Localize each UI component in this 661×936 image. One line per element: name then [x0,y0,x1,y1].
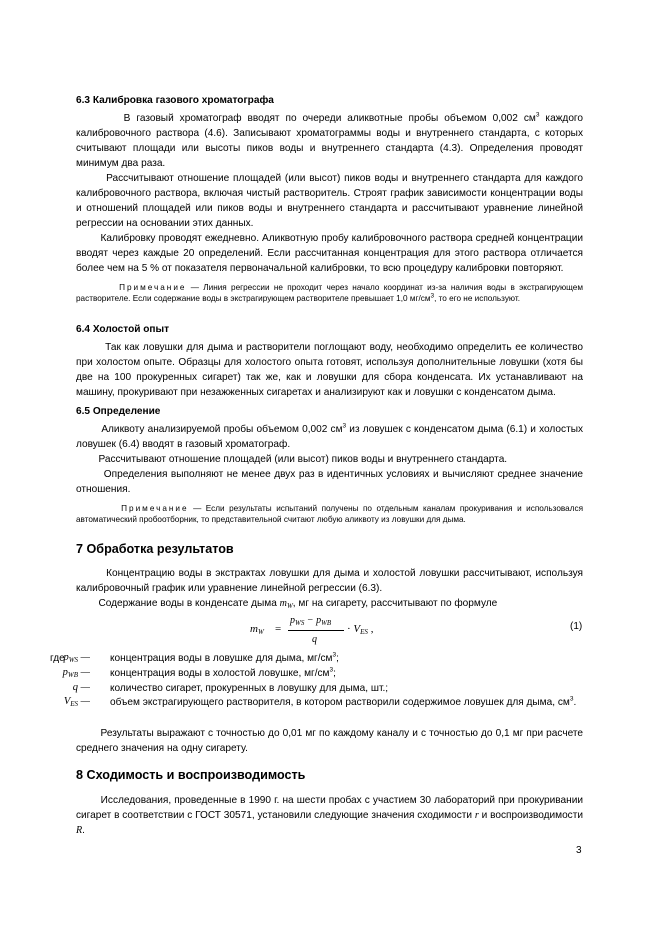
text: Исследования, проведенные в 1990 г. на шести пробах с участием 30 лабораторий при прокуривании сигарет в соответствии с ГОСТ 30571, установили следующие значения сходимости [76,795,584,821]
text: Рассчитывают отношение площадей (или высот) пиков воды и внутреннего стандарта для каждого калибровочного раствора, включая чистый растворитель. Строят график зависимости концентрации воды и отношений площадей или пиков воды и внутреннего стандарта и рассчитывают уравнение линейной регрессии на основании этих данных. [76,173,583,229]
text: Калибровку проводят ежедневно. Аликвотную пробу калибровочного раствора средней концентрации вводят через каждые 20 определений. Если рассчитанная концентрация для этого раствора отличается более чем на 5 % от показателя первоначальной калибровки, то всю процедуру калибровки повторяют. [76,233,583,274]
symbol-ves: $V_{ES}$ — [63,696,90,708]
text: концентрация воды в ловушке для дыма, мг/см [110,653,333,664]
section-heading: 8 Сходимость и воспроизводимость [76,768,306,782]
formula-equals: = [275,623,282,635]
formula-lhs: $m_W$ [250,623,264,636]
text: . [82,825,85,836]
symbol-pws: $p_{WS}$ — [63,652,90,664]
text: , то его не используют. [434,294,521,303]
definition: объем экстрагирующего растворителя, в котором растворили содержимое ловушек для дыма, $см^3$. [110,695,577,708]
fraction-bar [288,630,344,631]
section-6-3 [76,93,583,304]
formula-factor: · $V_{ES}$ , [347,623,374,636]
symbol-q: q — [72,682,90,693]
text: Рассчитывают отношение площадей (или высот) пиков воды и внутреннего стандарта. [98,454,508,465]
text: Аликвоту анализируемой пробы объемом 0,002 см [101,424,343,435]
formula [250,615,390,651]
text: — Линия регрессии не проходит через начало координат из-за наличия воды в экстрагирующем растворителе. Если содержание воды в экстрагирующем растворителе превышает 1,0 мг/см [76,283,583,303]
text: , мг на сигарету, рассчитывают по формуле [292,598,498,609]
paragraph: Аликвоту анализируемой пробы объемом 0,002 $см^3$ из ловушек с конденсатом дыма (6.1) и холостых ловушек (6.4) вводят в газовый хроматограф. [76,422,583,450]
definition: концентрация воды в ловушке для дыма, $мг/см^3$; [110,651,339,664]
symbol-pwb: $p_{WB}$ — [62,667,90,679]
math-symbol: r [474,810,479,821]
page-number: 3 [576,845,582,856]
paragraph [76,452,583,467]
text: Результаты выражают с точностью до 0,01 мг по каждому каналу и с точностью до 0,1 мг при расчете среднего значения на одну сигарету. [76,728,583,754]
section-6-4 [76,322,583,400]
paragraph [76,467,583,497]
text: — Если результаты испытаний получены по отдельным каналам прокуривания и использовался автоматический пробоотборник, то представительной считают любую аликвоту из ловушки для дыма. [76,504,584,524]
text: Концентрацию воды в экстрактах ловушки для дыма и холостой ловушки рассчитывают, используя калибровочный график или уравнение линейной регрессии (6.3). [76,568,583,594]
definition: концентрация воды в холостой ловушке, $мг/см^3$; [110,666,336,679]
text: и воспроизводимости [478,810,583,821]
paragraph [76,231,583,276]
definition: количество сигарет, прокуренных в ловушку для дыма, шт.; [110,683,389,694]
note: Примечание — Линия регрессии не проходит через начало координат из-за наличия воды в экстрагирующем растворителе. Если содержание воды в экстрагирующем растворителе превышает 1,0 $мг/см^3$, то его не используют. [76,283,583,303]
section-heading: 6.4 Холостой опыт [76,324,170,335]
formula-denominator: q [312,634,317,645]
note [76,503,583,525]
paragraph [76,793,583,838]
text: Определения выполняют не менее двух раз в идентичных условиях и вычисляют среднее значение отношения. [76,469,583,495]
math-symbol: R [76,825,83,836]
section-6-5 [76,404,583,525]
formula-numerator: $p_{WS} - p_{WB}$ [290,615,332,627]
math-symbol: $m_W$ [279,598,293,610]
where-label: где [50,653,65,664]
text: концентрация воды в холостой ловушке, мг/см [110,668,330,679]
text: Содержание воды в конденсате дыма [98,598,280,609]
section-7 [76,542,583,614]
text: ; [336,653,339,664]
section-heading: 6.5 Определение [76,406,161,417]
paragraph [76,596,583,614]
text: ; [333,668,336,679]
paragraph [76,171,583,231]
section-heading: 6.3 Калибровка газового хроматографа [76,95,274,106]
text: В газовый хроматограф вводят по очереди аликвотные пробы объемом 0,002 см [123,113,536,124]
text: Так как ловушки для дыма и растворители поглощают воду, необходимо определить ее количество при холостом опыте. Образцы для холостого опыта готовят, используя дополнительные ловушки (хотя бы две на 100 прокуренных сигарет) так же, как и ловушки для сбора конденсата. Их устанавливают на машину, прокуривают при незажженных сигаретах и анализируют как и ловушки с конденсатом дыма. [76,342,583,398]
paragraph: В газовый хроматограф вводят по очереди аликвотные пробы объемом 0,002 $см^3$ каждого калибровочного раствора (4.6). Записывают хроматограммы воды и внутреннего стандарта, с которых считывают площади или высоты пиков воды и внутреннего стандарта (4.3). Определения проводят минимум два раза. [76,111,584,169]
section-7-result [76,726,583,756]
text: каждого калибровочного раствора (4.6). Записывают хроматограммы воды и внутреннего стандарта, с которых считывают площади или высоты пиков воды и внутреннего стандарта (4.3). Определения проводят минимум два раза. [76,113,584,169]
equation-number: (1) [570,621,583,632]
note-label: Примечание [119,283,187,292]
section-8 [76,768,583,838]
paragraph [76,566,583,596]
note-label: Примечание [121,504,189,513]
paragraph [76,726,583,756]
text: объем экстрагирующего растворителя, в котором растворили содержимое ловушек для дыма, см [110,697,570,708]
paragraph [76,340,583,400]
section-heading: 7 Обработка результатов [76,542,234,556]
text: . [573,697,577,708]
text: из ловушек с конденсатом дыма (6.1) и холостых ловушек (6.4) вводят в газовый хроматограф. [76,424,583,450]
